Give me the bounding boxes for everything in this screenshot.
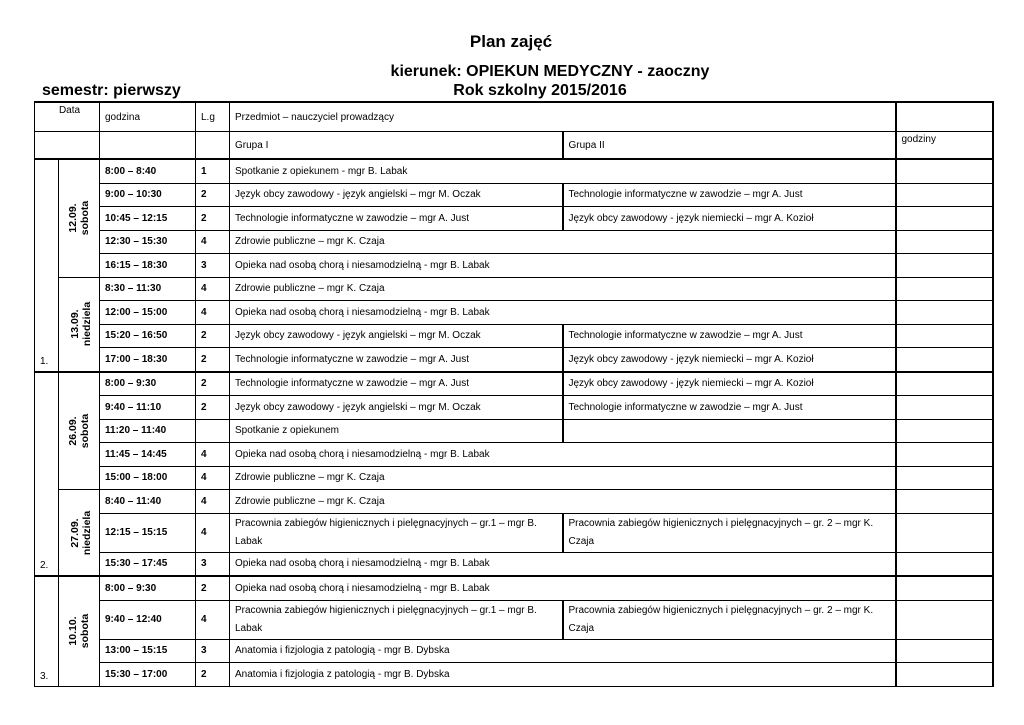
time-cell: 12:15 – 15:15 xyxy=(100,513,196,552)
hours-count-cell: 2 xyxy=(196,183,230,207)
subject-cell: Zdrowie publiczne – mgr K. Czaja xyxy=(230,490,896,514)
col-godziny: godziny xyxy=(896,132,993,160)
empty-cell xyxy=(196,132,230,160)
day-date: 10.10. xyxy=(66,616,79,646)
time-cell: 10:45 – 12:15 xyxy=(100,207,196,231)
schedule-row xyxy=(35,443,993,467)
hours-total-cell xyxy=(896,324,993,348)
hours-count-cell: 4 xyxy=(196,277,230,301)
subject-cell: Technologie informatyczne w zawodzie – mgr A. Just xyxy=(230,348,563,372)
time-cell: 16:15 – 18:30 xyxy=(100,254,196,278)
hours-total-cell xyxy=(896,396,993,420)
hours-total-cell xyxy=(896,183,993,207)
day-weekday: niedziela xyxy=(81,510,94,555)
hours-total-cell xyxy=(896,490,993,514)
schedule-row xyxy=(35,552,993,576)
schedule-row xyxy=(35,490,993,514)
schedule-row xyxy=(35,230,993,254)
hours-count-cell: 2 xyxy=(196,576,230,600)
hours-count-cell: 4 xyxy=(196,490,230,514)
hours-count-cell: 3 xyxy=(196,254,230,278)
schedule-row xyxy=(35,348,993,372)
schedule-row xyxy=(35,466,993,490)
subject-cell: Opieka nad osobą chorą i niesamodzielną - mgr B. Labak xyxy=(230,443,896,467)
schedule-row xyxy=(35,419,993,443)
hours-total-cell xyxy=(896,230,993,254)
hours-total-cell xyxy=(896,552,993,576)
time-cell: 12:30 – 15:30 xyxy=(100,230,196,254)
time-cell: 15:00 – 18:00 xyxy=(100,466,196,490)
hours-total-cell xyxy=(896,372,993,396)
col-empty xyxy=(896,102,993,132)
time-cell: 11:20 – 11:40 xyxy=(100,419,196,443)
subject-cell-group2: Technologie informatyczne w zawodzie – mgr A. Just xyxy=(563,396,896,420)
day-weekday: niedziela xyxy=(81,301,94,347)
kierunek-heading: kierunek: OPIEKUN MEDYCZNY - zaoczny xyxy=(390,63,710,80)
schedule-row xyxy=(35,183,993,207)
hours-total-cell xyxy=(896,254,993,278)
subject-cell: Opieka nad osobą chorą i niesamodzielną - mgr B. Labak xyxy=(230,301,896,325)
hours-total-cell xyxy=(896,159,993,183)
hours-total-cell xyxy=(896,663,993,687)
hours-total-cell xyxy=(896,277,993,301)
hours-total-cell xyxy=(896,443,993,467)
hours-count-cell: 2 xyxy=(196,372,230,396)
day-cell xyxy=(59,576,100,686)
day-weekday: sobota xyxy=(78,413,91,448)
schedule-row xyxy=(35,663,993,687)
col-grupa-1: Grupa I xyxy=(230,132,563,160)
day-weekday: sobota xyxy=(78,614,91,649)
header-row xyxy=(35,102,993,132)
schedule-table xyxy=(34,101,994,687)
subject-cell-group2: Pracownia zabiegów higienicznych i pielęgnacyjnych – gr. 2 – mgr K. Czaja xyxy=(563,513,896,552)
hours-total-cell xyxy=(896,301,993,325)
subject-cell: Zdrowie publiczne – mgr K. Czaja xyxy=(230,466,896,490)
time-cell: 8:00 – 8:40 xyxy=(100,159,196,183)
hours-total-cell xyxy=(896,419,993,443)
time-cell: 15:20 – 16:50 xyxy=(100,324,196,348)
subject-cell: Zdrowie publiczne – mgr K. Czaja xyxy=(230,230,896,254)
day-cell xyxy=(59,490,100,577)
block-number: 2. xyxy=(35,372,59,577)
empty-cell xyxy=(100,132,196,160)
hours-count-cell xyxy=(196,419,230,443)
hours-count-cell: 4 xyxy=(196,513,230,552)
day-date: 13.09. xyxy=(69,309,82,339)
time-cell: 9:00 – 10:30 xyxy=(100,183,196,207)
time-cell: 12:00 – 15:00 xyxy=(100,301,196,325)
hours-count-cell: 2 xyxy=(196,207,230,231)
subject-cell-group2: Język obcy zawodowy - język niemiecki – mgr A. Kozioł xyxy=(563,372,896,396)
subject-cell: Opieka nad osobą chorą i niesamodzielną - mgr B. Labak xyxy=(230,552,896,576)
time-cell: 8:00 – 9:30 xyxy=(100,372,196,396)
subject-cell: Język obcy zawodowy - język angielski – mgr M. Oczak xyxy=(230,183,563,207)
hours-count-cell: 4 xyxy=(196,600,230,639)
col-przedmiot: Przedmiot – nauczyciel prowadzący xyxy=(230,102,896,132)
col-lg: L.g xyxy=(196,102,230,132)
time-cell: 17:00 – 18:30 xyxy=(100,348,196,372)
subject-cell-group2: Język obcy zawodowy - język niemiecki – mgr A. Kozioł xyxy=(563,348,896,372)
hours-total-cell xyxy=(896,639,993,663)
schedule-row xyxy=(35,254,993,278)
col-grupa-2: Grupa II xyxy=(563,132,896,160)
hours-count-cell: 2 xyxy=(196,396,230,420)
empty-cell xyxy=(35,132,100,160)
subject-cell-group2: Język obcy zawodowy - język niemiecki – mgr A. Kozioł xyxy=(563,207,896,231)
col-godzina: godzina xyxy=(100,102,196,132)
time-cell: 8:40 – 11:40 xyxy=(100,490,196,514)
schedule-row xyxy=(35,324,993,348)
subject-cell: Język obcy zawodowy - język angielski – mgr M. Oczak xyxy=(230,396,563,420)
time-cell: 13:00 – 15:15 xyxy=(100,639,196,663)
hours-total-cell xyxy=(896,466,993,490)
subject-cell-group2: Pracownia zabiegów higienicznych i pielęgnacyjnych – gr. 2 – mgr K. Czaja xyxy=(563,600,896,639)
day-date: 12.09. xyxy=(66,203,79,233)
subject-cell: Opieka nad osobą chorą i niesamodzielną - mgr B. Labak xyxy=(230,254,896,278)
time-cell: 8:00 – 9:30 xyxy=(100,576,196,600)
school-year-heading: Rok szkolny 2015/2016 xyxy=(453,82,627,99)
subject-cell: Technologie informatyczne w zawodzie – mgr A. Just xyxy=(230,372,563,396)
schedule-row xyxy=(35,159,993,183)
hours-count-cell: 2 xyxy=(196,348,230,372)
col-data: Data xyxy=(35,102,100,132)
schedule-row xyxy=(35,396,993,420)
day-date: 27.09. xyxy=(69,517,82,548)
schedule-row xyxy=(35,277,993,301)
day-date: 26.09. xyxy=(66,416,79,446)
hours-total-cell xyxy=(896,513,993,552)
subject-cell: Zdrowie publiczne – mgr K. Czaja xyxy=(230,277,896,301)
hours-count-cell: 3 xyxy=(196,552,230,576)
schedule-row xyxy=(35,600,993,639)
day-cell xyxy=(59,277,100,372)
semestr-label: semestr: pierwszy xyxy=(42,82,181,99)
subject-cell: Pracownia zabiegów higienicznych i pielęgnacyjnych – gr.1 – mgr B. Labak xyxy=(230,513,563,552)
hours-count-cell: 2 xyxy=(196,663,230,687)
subject-cell: Język obcy zawodowy - język angielski – mgr M. Oczak xyxy=(230,324,563,348)
time-cell: 9:40 – 11:10 xyxy=(100,396,196,420)
hours-count-cell: 4 xyxy=(196,443,230,467)
day-cell xyxy=(59,159,100,277)
time-cell: 9:40 – 12:40 xyxy=(100,600,196,639)
schedule-row xyxy=(35,207,993,231)
subject-cell: Opieka nad osobą chorą i niesamodzielną - mgr B. Labak xyxy=(230,576,896,600)
hours-count-cell: 2 xyxy=(196,324,230,348)
time-cell: 11:45 – 14:45 xyxy=(100,443,196,467)
page-title: Plan zajęć xyxy=(469,32,553,51)
hours-count-cell: 4 xyxy=(196,466,230,490)
schedule-row xyxy=(35,639,993,663)
time-cell: 15:30 – 17:45 xyxy=(100,552,196,576)
schedule-row xyxy=(35,372,993,396)
block-number: 3. xyxy=(35,576,59,686)
subject-cell: Spotkanie z opiekunem xyxy=(230,419,563,443)
time-cell: 15:30 – 17:00 xyxy=(100,663,196,687)
hours-total-cell xyxy=(896,576,993,600)
subject-cell: Spotkanie z opiekunem - mgr B. Labak xyxy=(230,159,896,183)
schedule-row xyxy=(35,513,993,552)
subject-cell: Pracownia zabiegów higienicznych i pielęgnacyjnych – gr.1 – mgr B. Labak xyxy=(230,600,563,639)
day-cell xyxy=(59,372,100,490)
block-number: 1. xyxy=(35,159,59,372)
subject-cell: Anatomia i fizjologia z patologią - mgr B. Dybska xyxy=(230,663,896,687)
subject-cell-group2 xyxy=(563,419,896,443)
group-header-row xyxy=(35,132,993,160)
subject-cell-group2: Technologie informatyczne w zawodzie – mgr A. Just xyxy=(563,324,896,348)
subject-cell-group2: Technologie informatyczne w zawodzie – mgr A. Just xyxy=(563,183,896,207)
hours-count-cell: 4 xyxy=(196,301,230,325)
hours-total-cell xyxy=(896,207,993,231)
subject-cell: Technologie informatyczne w zawodzie – mgr A. Just xyxy=(230,207,563,231)
hours-count-cell: 3 xyxy=(196,639,230,663)
hours-total-cell xyxy=(896,348,993,372)
time-cell: 8:30 – 11:30 xyxy=(100,277,196,301)
hours-total-cell xyxy=(896,600,993,639)
day-weekday: sobota xyxy=(78,201,91,236)
hours-count-cell: 4 xyxy=(196,230,230,254)
schedule-row xyxy=(35,301,993,325)
schedule-row xyxy=(35,576,993,600)
hours-count-cell: 1 xyxy=(196,159,230,183)
subject-cell: Anatomia i fizjologia z patologią - mgr B. Dybska xyxy=(230,639,896,663)
